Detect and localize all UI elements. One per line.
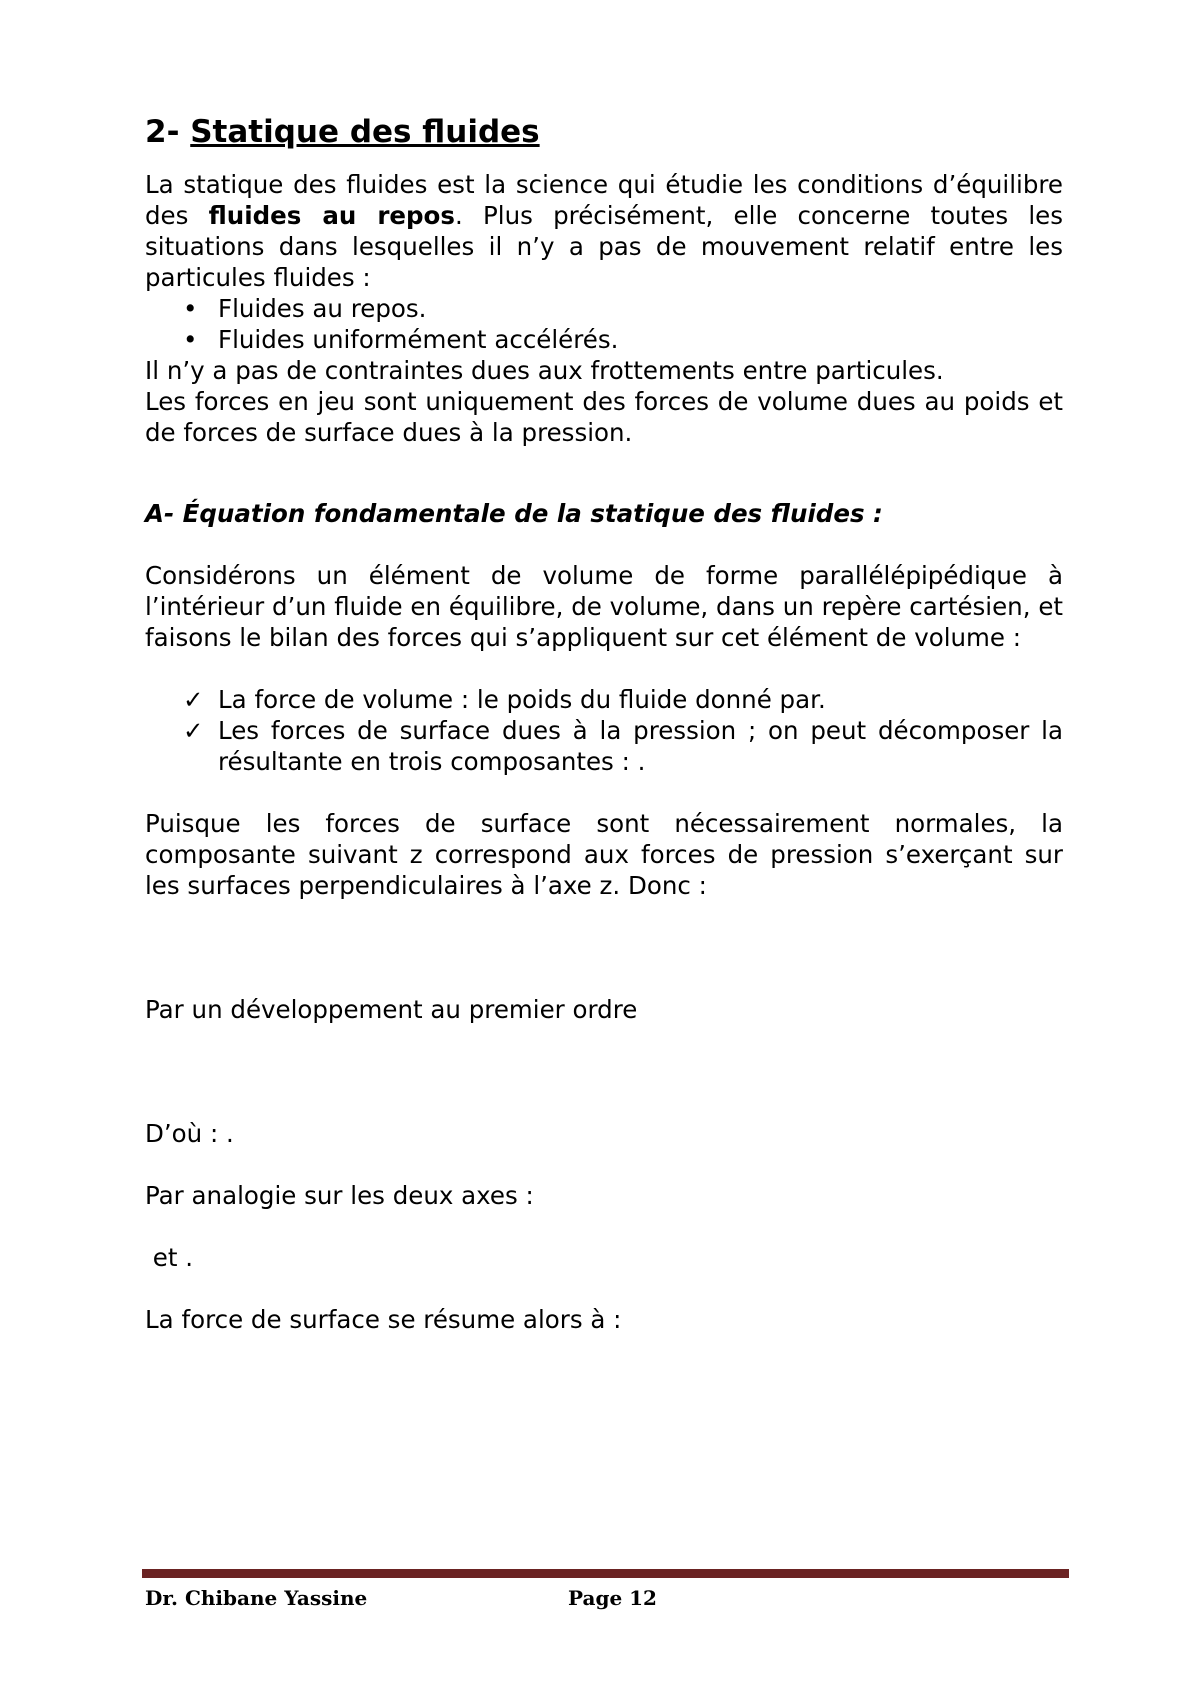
intro-bold-text: fluides au repos	[208, 201, 455, 230]
list-item-text: Fluides uniformément accélérés.	[218, 325, 619, 354]
checkmark-icon: ✓	[183, 685, 204, 714]
intro-paragraph	[145, 169, 1063, 293]
forces-paragraph: Les forces en jeu sont uniquement des forces de volume dues au poids et de forces de surface dues à la pression.	[145, 387, 1063, 447]
list-item-text: Les forces de surface dues à la pression ; on peut décomposer la résultante en trois composantes : .	[218, 716, 1063, 776]
list-item-text: La force de volume : le poids du fluide donné par.	[218, 685, 826, 714]
consider-paragraph: Considérons un élément de volume de forme parallélépipédique à l’intérieur d’un fluide en équilibre, de volume, dans un repère cartésien, et faisons le bilan des forces qui s’appliquent sur cet élément de volume :	[145, 561, 1063, 652]
bullet-list	[145, 293, 1063, 355]
development-paragraph: Par un développement au premier ordre	[145, 995, 638, 1024]
section-heading	[145, 112, 1063, 152]
normal-forces-paragraph: Puisque les forces de surface sont nécessairement normales, la composante suivant z correspond aux forces de pression s’exerçant sur les surfaces perpendiculaires à l’axe z. Donc :	[145, 809, 1063, 900]
footer-divider	[142, 1569, 1069, 1578]
bullet-icon: •	[183, 294, 198, 323]
footer-author: Dr. Chibane Yassine	[145, 1586, 368, 1610]
and-paragraph: et .	[145, 1243, 194, 1272]
check-list	[145, 684, 1063, 777]
list-item	[145, 715, 1063, 777]
list-item	[145, 293, 1063, 324]
page-content	[145, 112, 1063, 1335]
subsection-heading: A- Équation fondamentale de la statique des fluides :	[145, 499, 883, 528]
list-item	[145, 324, 1063, 355]
hence-paragraph: D’où : .	[145, 1119, 234, 1148]
checkmark-icon: ✓	[183, 716, 204, 745]
intro-text-a: La statique des fluides est la science qui étudie les conditions d’équilibre des	[145, 170, 1063, 230]
intro-text-b: . Plus précisément, elle concerne toutes les situations dans lesquelles il n’y a pas de mouvement relatif entre les particules fluides :	[145, 201, 1063, 292]
bullet-icon: •	[183, 325, 198, 354]
surface-force-paragraph: La force de surface se résume alors à :	[145, 1305, 622, 1334]
section-number: 2-	[145, 114, 191, 150]
footer-page-number: Page 12	[568, 1586, 657, 1610]
list-item	[145, 684, 1063, 715]
list-item-text: Fluides au repos.	[218, 294, 427, 323]
section-title: Statique des fluides	[190, 114, 540, 150]
analogy-paragraph: Par analogie sur les deux axes :	[145, 1181, 534, 1210]
friction-paragraph: Il n’y a pas de contraintes dues aux frottements entre particules.	[145, 356, 944, 385]
